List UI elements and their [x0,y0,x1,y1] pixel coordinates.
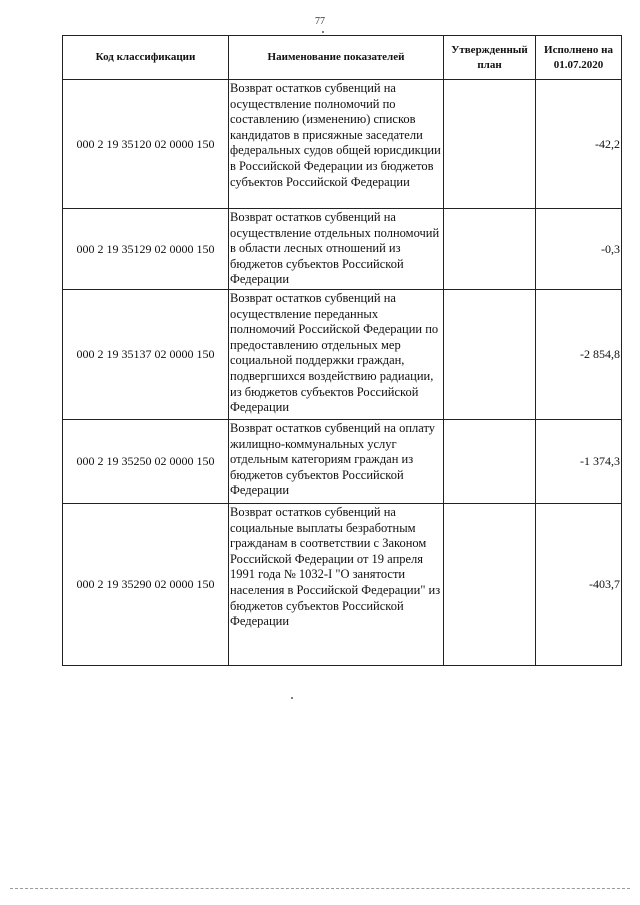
cell-code: 000 2 19 35290 02 0000 150 [63,504,229,666]
scan-edge-artifact [10,888,630,889]
cell-name: Возврат остатков субвенций на оплату жилищно-коммунальных услуг отдельным категориям граждан из бюджетов субъектов Российской Федерации [229,420,444,504]
cell-exec: -1 374,3 [536,420,622,504]
header-name: Наименование показателей [229,36,444,80]
cell-plan [444,290,536,420]
cell-plan [444,420,536,504]
scan-speck [291,697,293,699]
cell-code: 000 2 19 35137 02 0000 150 [63,290,229,420]
cell-plan [444,209,536,290]
cell-code: 000 2 19 35250 02 0000 150 [63,420,229,504]
table-header-row [63,36,622,80]
table-row [63,80,622,209]
cell-name: Возврат остатков субвенций на осуществление полномочий по составлению (изменению) списков кандидатов в присяжные заседатели федеральных судов общей юрисдикции в Российской Федерации из бюджетов субъектов Российской Федерации [229,80,444,209]
cell-plan [444,80,536,209]
cell-plan [444,504,536,666]
scan-speck [322,31,324,33]
cell-exec: -0,3 [536,209,622,290]
page-number: 77 [315,16,325,27]
cell-name: Возврат остатков субвенций на осуществление отдельных полномочий в области лесных отношений из бюджетов субъектов Российской Федерации [229,209,444,290]
cell-code: 000 2 19 35129 02 0000 150 [63,209,229,290]
header-code: Код классификации [63,36,229,80]
cell-name: Возврат остатков субвенций на осуществление переданных полномочий Российской Федерации по предоставлению отдельных мер социальной поддержки граждан, подвергшихся воздействию радиации, из бюджетов субъектов Российской Федерации [229,290,444,420]
header-exec: Исполнено на 01.07.2020 [536,36,622,80]
table-row [63,209,622,290]
cell-exec: -42,2 [536,80,622,209]
table-row [63,504,622,666]
header-plan: Утвержденный план [444,36,536,80]
cell-exec: -403,7 [536,504,622,666]
budget-table [62,35,622,666]
table-row [63,290,622,420]
cell-name: Возврат остатков субвенций на социальные выплаты безработным гражданам в соответствии с Законом Российской Федерации от 19 апреля 1991 года № 1032-I "О занятости населения в Российской Федерации" из бюджетов субъектов Российской Федерации [229,504,444,666]
cell-code: 000 2 19 35120 02 0000 150 [63,80,229,209]
table-row [63,420,622,504]
cell-exec: -2 854,8 [536,290,622,420]
